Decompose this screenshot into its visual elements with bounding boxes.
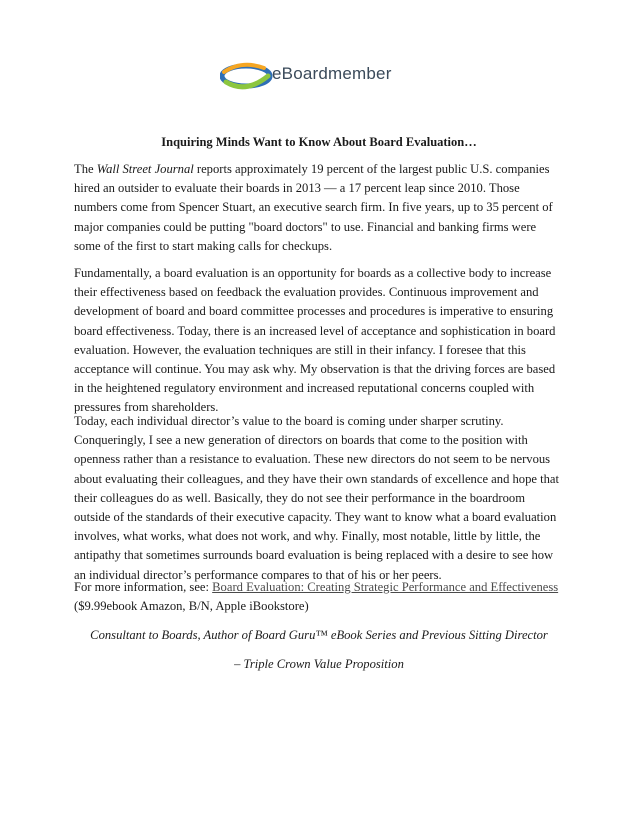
text-line: Today, each individual director’s value to the board is coming under sharper scrutiny. bbox=[74, 414, 504, 428]
book-link[interactable]: Board Evaluation: Creating Strategic Performance and Effectiveness bbox=[212, 580, 559, 594]
eboardmember-logo bbox=[220, 56, 420, 96]
text-line: in the heightened regulatory environment and increased reputational concerns coupled with bbox=[74, 381, 535, 396]
text-line: Fundamentally, a board evaluation is an opportunity for boards as a collective body to increase bbox=[74, 266, 552, 280]
text-line bbox=[74, 578, 566, 597]
text-line bbox=[74, 160, 566, 179]
text-segment: For more information, see: bbox=[74, 580, 213, 594]
text-line: about evaluating their colleagues, and they have their own standards of excellence and hope that bbox=[74, 471, 560, 486]
text-line: numbers come from Spencer Stuart, an executive search firm. In five years, up to 35 percent of bbox=[74, 200, 553, 215]
text-segment: reports approximately 19 percent of the largest public U.S. companies bbox=[193, 162, 550, 176]
text-line: antipathy that sometimes surrounds board evaluation is being replaced with a desire to see how bbox=[74, 548, 554, 563]
paragraph-fundamentally bbox=[74, 264, 566, 418]
text-line: their effectiveness based on feedback the evaluation provides. Continuous improvement and bbox=[74, 285, 539, 300]
paragraph-today bbox=[74, 412, 566, 585]
text-line: development of board and board committee processes and procedures is imperative to ensuring bbox=[74, 304, 554, 319]
text-line: acceptance will continue. You may ask why. My observation is that the driving forces are based bbox=[74, 362, 556, 377]
document-title: Inquiring Minds Want to Know About Board Evaluation… bbox=[161, 135, 477, 149]
text-segment: The bbox=[74, 162, 97, 176]
signature-line-2: – Triple Crown Value Proposition bbox=[234, 657, 404, 671]
paragraph-more-info bbox=[74, 578, 566, 616]
swoosh-logo-icon bbox=[220, 56, 274, 96]
text-line: some of the first to start making calls for checkups. bbox=[74, 238, 333, 253]
publication-name: Wall Street Journal bbox=[96, 162, 194, 176]
text-line: Conqueringly, I see a new generation of directors on boards that come to the position with bbox=[74, 433, 528, 448]
signature-line-1: Consultant to Boards, Author of Board Guru™ eBook Series and Previous Sitting Director bbox=[90, 628, 548, 642]
text-line: an individual director’s performance compares to that of his or her peers. bbox=[74, 567, 442, 582]
text-line: involves, what works, what does not work, and why. Finally, most notable, little by little, the bbox=[74, 529, 541, 544]
paragraph-wsj bbox=[74, 160, 566, 256]
logo-wordmark: eBoardmember bbox=[272, 64, 392, 83]
text-line: pressures from shareholders. bbox=[74, 400, 219, 415]
text-line: ($9.99ebook Amazon, B/N, Apple iBookstore) bbox=[74, 599, 309, 614]
text-line: outside of the standards of their executive capacity. They want to know what a board evaluation bbox=[74, 510, 557, 525]
text-line: openness rather than a resistance to evaluation. These new directors do not seem to be nervous bbox=[74, 452, 551, 467]
text-line: their colleagues do as well. Basically, they do not see their performance in the boardroom bbox=[74, 490, 526, 505]
text-line: hired an outsider to evaluate their boards in 2013 — a 17 percent leap since 2010. Those bbox=[74, 181, 520, 196]
text-line: major companies could be putting "board doctors" to use. Financial and banking firms were bbox=[74, 219, 537, 234]
text-line: board effectiveness. Today, there is an increased level of acceptance and sophistication in board bbox=[74, 323, 556, 338]
text-line: evaluation. However, the evaluation techniques are still in their infancy. I foresee that this bbox=[74, 342, 526, 357]
